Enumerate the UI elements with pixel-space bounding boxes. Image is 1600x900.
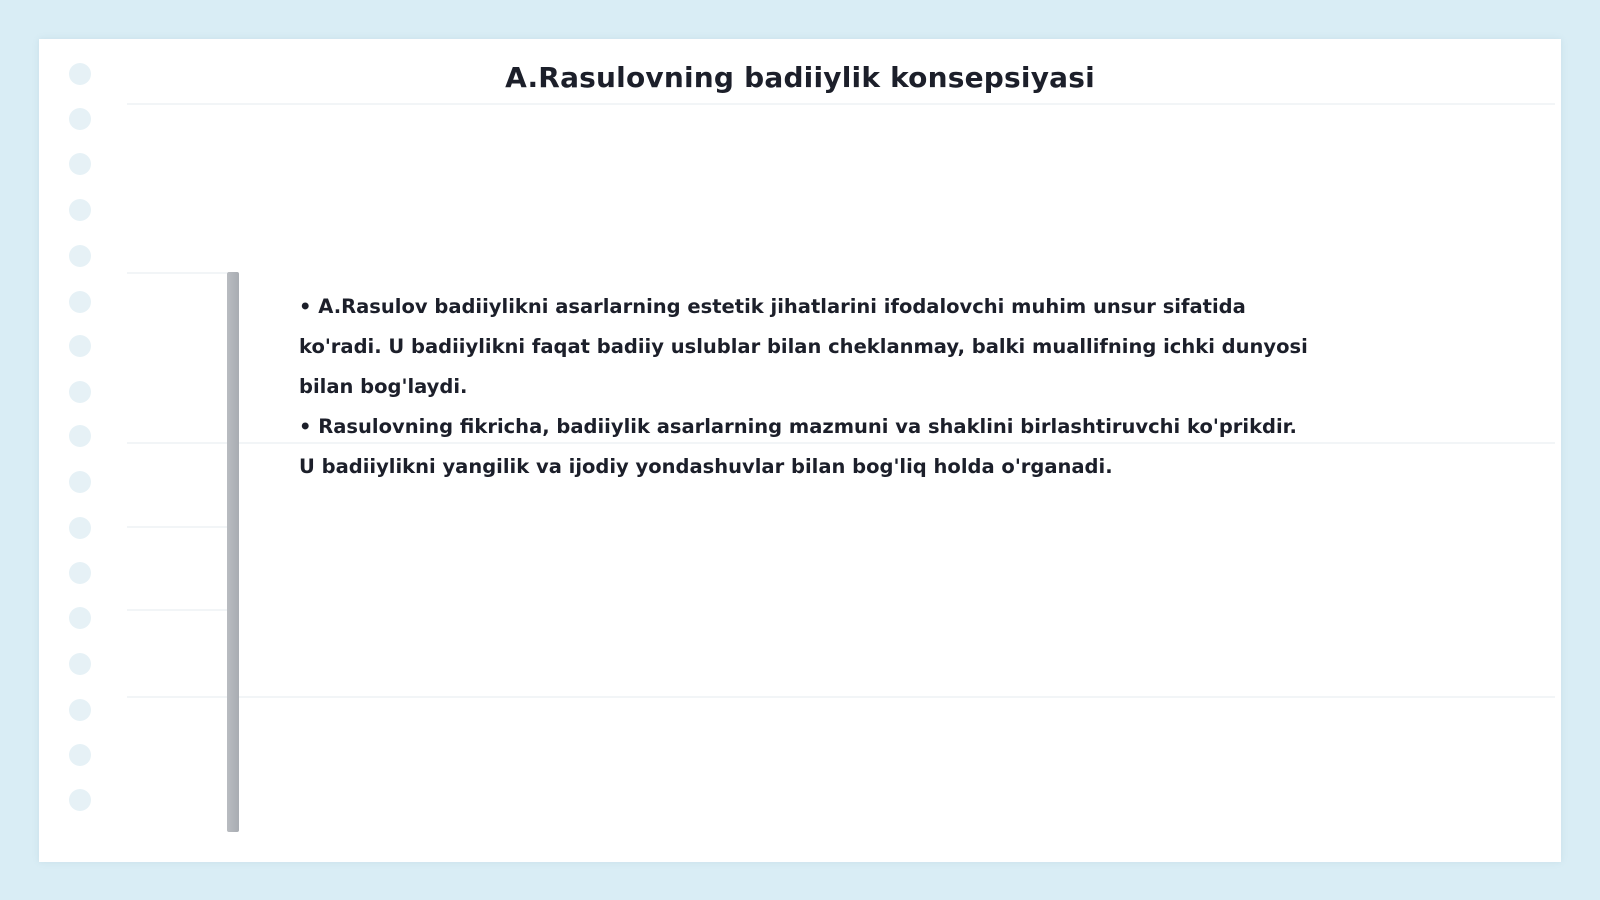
slide-title: A.Rasulovning badiiylik konsepsiyasi — [505, 61, 1095, 94]
ruled-line — [127, 272, 227, 274]
binder-hole — [69, 471, 91, 493]
binder-hole — [69, 108, 91, 130]
binder-hole — [69, 381, 91, 403]
ruled-line — [127, 696, 1555, 698]
binder-hole — [69, 199, 91, 221]
ruled-line — [127, 609, 227, 611]
binder-hole — [69, 744, 91, 766]
margin-bar — [227, 272, 239, 832]
binder-hole — [69, 653, 91, 675]
binder-hole — [69, 517, 91, 539]
header-divider — [127, 103, 1555, 105]
bullet-paragraph-1: • A.Rasulov badiiylikni asarlarning estetik jihatlarini ifodalovchi muhim unsur sifatida ko'radi. U badiiylikni faqat badiiy uslublar bilan cheklanmay, balki muallifning ichki dunyosi bilan bog'laydi. — [299, 295, 1308, 398]
binder-hole — [69, 291, 91, 313]
binder-hole — [69, 789, 91, 811]
notebook-sheet — [39, 39, 1561, 862]
ruled-line — [127, 526, 227, 528]
binder-hole — [69, 562, 91, 584]
binder-hole — [69, 153, 91, 175]
binder-hole — [69, 425, 91, 447]
binder-hole — [69, 245, 91, 267]
binder-hole — [69, 699, 91, 721]
binder-hole — [69, 607, 91, 629]
slide-body — [299, 287, 1309, 487]
bullet-paragraph-2: • Rasulovning fikricha, badiiylik asarlarning mazmuni va shaklini birlashtiruvchi ko'prikdir. U badiiylikni yangilik va ijodiy yondashuvlar bilan bog'liq holda o'rganadi. — [299, 415, 1297, 478]
binder-hole — [69, 335, 91, 357]
